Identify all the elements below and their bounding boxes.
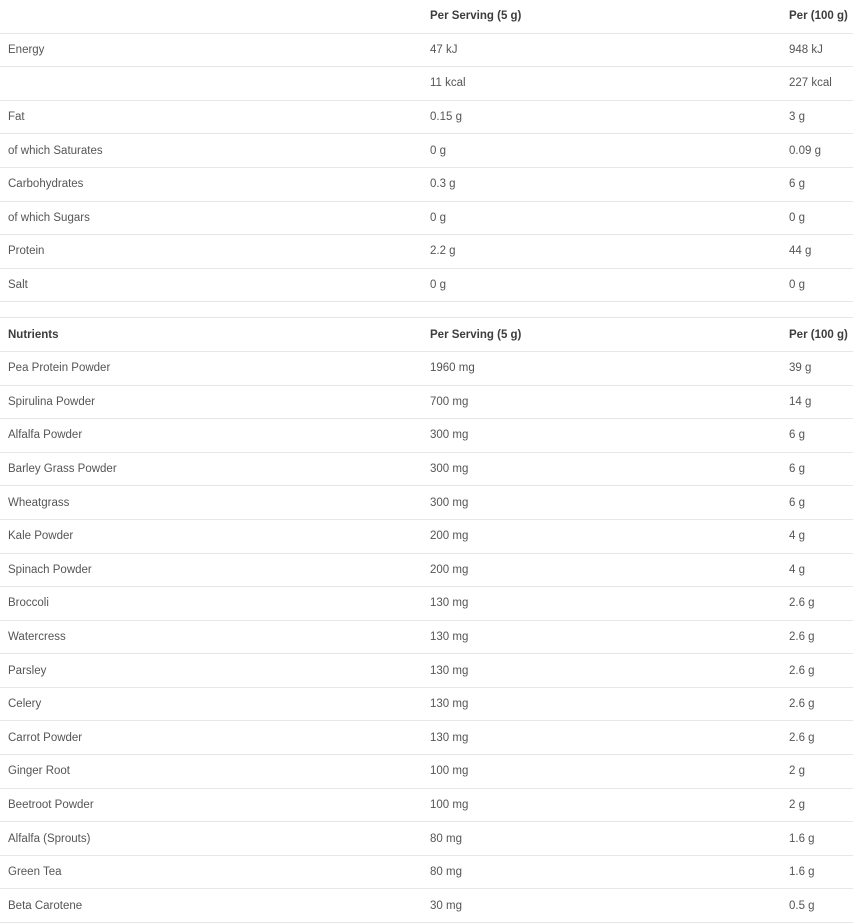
value-per-serving: 130 mg xyxy=(422,620,781,654)
value-per-serving: 80 mg xyxy=(422,822,781,856)
table-row xyxy=(0,268,853,302)
nutrient-name: Alfalfa Powder xyxy=(0,419,422,453)
value-per-serving: 30 mg xyxy=(422,889,781,923)
value-per-100g: 0 g xyxy=(781,201,853,235)
nutrient-name: Beetroot Powder xyxy=(0,788,422,822)
value-per-serving: 0 g xyxy=(422,268,781,302)
value-per-100g: 6 g xyxy=(781,452,853,486)
table-row xyxy=(0,201,853,235)
column-header-per-100g: Per (100 g) xyxy=(781,0,853,33)
value-per-100g: 0.5 g xyxy=(781,889,853,923)
value-per-100g: 227 kcal xyxy=(781,67,853,101)
value-per-serving: 0.3 g xyxy=(422,167,781,201)
table-row xyxy=(0,553,853,587)
table-section-spacer xyxy=(0,302,853,318)
nutrient-name: Spirulina Powder xyxy=(0,385,422,419)
value-per-100g: 2.6 g xyxy=(781,687,853,721)
column-header-per-100g: Per (100 g) xyxy=(781,318,853,352)
column-header-per-serving: Per Serving (5 g) xyxy=(422,318,781,352)
value-per-100g: 2.6 g xyxy=(781,587,853,621)
nutrient-name: Wheatgrass xyxy=(0,486,422,520)
value-per-100g: 39 g xyxy=(781,351,853,385)
spacer-cell xyxy=(781,302,853,318)
nutrient-name: Green Tea xyxy=(0,855,422,889)
value-per-100g: 4 g xyxy=(781,519,853,553)
spacer-cell xyxy=(422,302,781,318)
value-per-serving: 300 mg xyxy=(422,419,781,453)
value-per-100g: 2 g xyxy=(781,755,853,789)
spacer-cell xyxy=(0,302,422,318)
nutrient-name: Energy xyxy=(0,33,422,67)
table-row xyxy=(0,755,853,789)
table-row xyxy=(0,351,853,385)
value-per-serving: 1960 mg xyxy=(422,351,781,385)
value-per-100g: 14 g xyxy=(781,385,853,419)
value-per-serving: 2.2 g xyxy=(422,235,781,269)
value-per-serving: 300 mg xyxy=(422,452,781,486)
value-per-100g: 0.09 g xyxy=(781,134,853,168)
table-row xyxy=(0,889,853,923)
table-row xyxy=(0,419,853,453)
value-per-100g: 4 g xyxy=(781,553,853,587)
nutrient-name: Parsley xyxy=(0,654,422,688)
value-per-serving: 200 mg xyxy=(422,519,781,553)
column-header-label: Nutrients xyxy=(0,318,422,352)
nutrient-name: Beta Carotene xyxy=(0,889,422,923)
table-row xyxy=(0,788,853,822)
value-per-serving: 130 mg xyxy=(422,654,781,688)
table-header-row xyxy=(0,318,853,352)
value-per-100g: 44 g xyxy=(781,235,853,269)
value-per-serving: 0 g xyxy=(422,134,781,168)
table-row xyxy=(0,452,853,486)
table-row xyxy=(0,587,853,621)
value-per-serving: 11 kcal xyxy=(422,67,781,101)
nutrient-name: Pea Protein Powder xyxy=(0,351,422,385)
table-row xyxy=(0,822,853,856)
table-row xyxy=(0,235,853,269)
value-per-100g: 2.6 g xyxy=(781,654,853,688)
nutrient-name: of which Saturates xyxy=(0,134,422,168)
table-row xyxy=(0,67,853,101)
value-per-serving: 0.15 g xyxy=(422,100,781,134)
nutrient-name: Kale Powder xyxy=(0,519,422,553)
table-row xyxy=(0,721,853,755)
value-per-serving: 0 g xyxy=(422,201,781,235)
table-row xyxy=(0,134,853,168)
nutrient-name: Salt xyxy=(0,268,422,302)
table-row xyxy=(0,100,853,134)
table-row xyxy=(0,855,853,889)
table-row xyxy=(0,167,853,201)
value-per-100g: 6 g xyxy=(781,486,853,520)
value-per-serving: 80 mg xyxy=(422,855,781,889)
nutrient-name: Fat xyxy=(0,100,422,134)
nutrient-name: Watercress xyxy=(0,620,422,654)
nutrient-name: Alfalfa (Sprouts) xyxy=(0,822,422,856)
value-per-100g: 1.6 g xyxy=(781,855,853,889)
table-row xyxy=(0,687,853,721)
value-per-100g: 948 kJ xyxy=(781,33,853,67)
table-row xyxy=(0,519,853,553)
value-per-100g: 1.6 g xyxy=(781,822,853,856)
nutrient-name: Spinach Powder xyxy=(0,553,422,587)
column-header-per-serving: Per Serving (5 g) xyxy=(422,0,781,33)
nutrient-name xyxy=(0,67,422,101)
value-per-100g: 2.6 g xyxy=(781,620,853,654)
table-row xyxy=(0,620,853,654)
table-row xyxy=(0,486,853,520)
nutrient-name: Broccoli xyxy=(0,587,422,621)
value-per-serving: 300 mg xyxy=(422,486,781,520)
nutrient-name: Carrot Powder xyxy=(0,721,422,755)
nutrient-name: Protein xyxy=(0,235,422,269)
nutrient-name: Barley Grass Powder xyxy=(0,452,422,486)
value-per-100g: 0 g xyxy=(781,268,853,302)
value-per-100g: 6 g xyxy=(781,419,853,453)
value-per-serving: 130 mg xyxy=(422,587,781,621)
nutrient-name: Ginger Root xyxy=(0,755,422,789)
value-per-100g: 3 g xyxy=(781,100,853,134)
value-per-serving: 100 mg xyxy=(422,755,781,789)
value-per-100g: 2.6 g xyxy=(781,721,853,755)
value-per-100g: 6 g xyxy=(781,167,853,201)
table-row xyxy=(0,654,853,688)
value-per-serving: 700 mg xyxy=(422,385,781,419)
value-per-serving: 130 mg xyxy=(422,687,781,721)
value-per-serving: 100 mg xyxy=(422,788,781,822)
value-per-serving: 130 mg xyxy=(422,721,781,755)
table-row xyxy=(0,33,853,67)
value-per-serving: 47 kJ xyxy=(422,33,781,67)
nutrient-name: of which Sugars xyxy=(0,201,422,235)
value-per-100g: 2 g xyxy=(781,788,853,822)
nutrient-name: Carbohydrates xyxy=(0,167,422,201)
value-per-serving: 200 mg xyxy=(422,553,781,587)
column-header-label xyxy=(0,0,422,33)
table-row xyxy=(0,385,853,419)
nutrient-name: Celery xyxy=(0,687,422,721)
table-header-row xyxy=(0,0,853,33)
